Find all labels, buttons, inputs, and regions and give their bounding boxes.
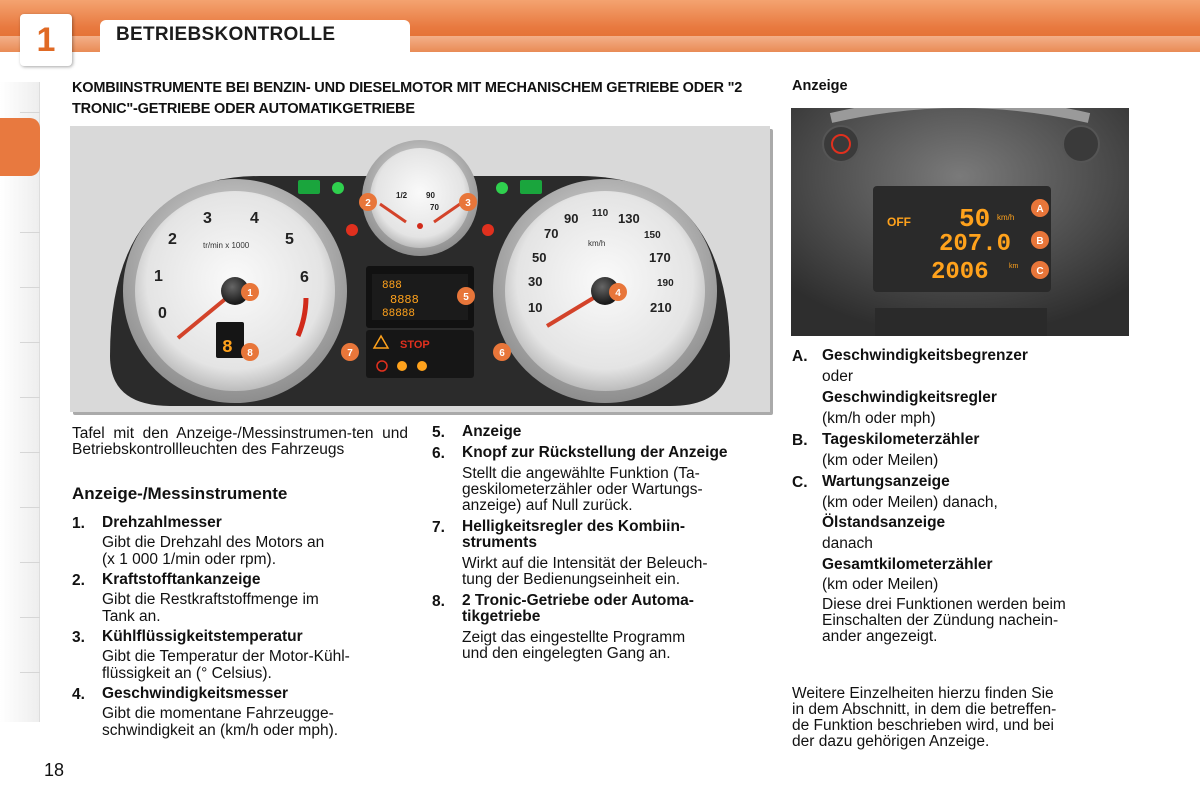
item-c-note-line: Einschalten der Zündung nachein- <box>822 612 1059 629</box>
item-c-label: C. <box>792 474 808 491</box>
callout-4: 4 <box>615 288 621 299</box>
item-7-desc-line: tung der Bedienungseinheit ein. <box>462 571 681 588</box>
callout-5: 5 <box>463 292 469 303</box>
item-4-desc-line: Gibt die momentane Fahrzeugge- <box>102 705 334 722</box>
side-divider <box>20 232 40 233</box>
tach-unit-label: tr/min x 1000 <box>203 241 250 250</box>
speed-tick-label: 130 <box>618 211 640 226</box>
speed-tick-label: 110 <box>592 208 609 219</box>
callout-3: 3 <box>465 198 471 209</box>
chapter-number: 1 <box>36 21 56 59</box>
speed-unit-label: km/h <box>588 239 606 248</box>
instruments-heading: Anzeige-/Messinstrumente <box>72 484 288 503</box>
callout-8: 8 <box>247 348 253 359</box>
side-divider <box>20 507 40 508</box>
item-8-number: 8. <box>432 593 445 610</box>
lcd-off: OFF <box>887 215 911 229</box>
item-b-unit: (km oder Meilen) <box>822 452 939 469</box>
display-heading: Anzeige <box>792 78 848 94</box>
item-3-number: 3. <box>72 629 85 646</box>
item-c-note-line: ander angezeigt. <box>822 628 938 645</box>
fuel-label: 1/2 <box>396 191 408 200</box>
speed-tick-label: 210 <box>650 300 672 315</box>
side-divider <box>20 452 40 453</box>
item-8-desc-line: und den eingelegten Gang an. <box>462 645 671 662</box>
item-8-title-line: tikgetriebe <box>462 608 541 625</box>
callout-1: 1 <box>247 288 253 299</box>
side-divider <box>20 672 40 673</box>
item-2-number: 2. <box>72 572 85 589</box>
item-c-then: danach <box>822 535 873 552</box>
callout-6: 6 <box>499 348 505 359</box>
lcd-speed-unit: km/h <box>997 213 1015 222</box>
item-7-desc-line: Wirkt auf die Intensität der Beleuch- <box>462 555 708 572</box>
item-a-or: oder <box>822 368 854 385</box>
item-6-desc-line: Stellt die angewählte Funktion (Ta- <box>462 465 700 482</box>
instrument-cluster-image <box>70 126 770 412</box>
item-4-title: Geschwindigkeitsmesser <box>102 685 289 702</box>
footer-note-line: der dazu gehörigen Anzeige. <box>792 733 990 750</box>
speed-tick-label: 90 <box>564 211 579 226</box>
item-a-label: A. <box>792 348 808 365</box>
speed-tick-label: 150 <box>644 230 661 241</box>
callout-7: 7 <box>347 348 353 359</box>
section-heading: KOMBIINSTRUMENTE BEI BENZIN- UND DIESELMOTOR MIT MECHANISCHEM GETRIEBE ODER "2 TRONIC"-GETRIEBE ODER AUTOMATIKGETRIEBE <box>72 80 743 117</box>
marker-b: B <box>1036 236 1044 247</box>
lcd-total-unit: km <box>1009 263 1019 270</box>
item-a-title: Geschwindigkeitsbegrenzer <box>822 347 1028 364</box>
tach-tick-label: 0 <box>158 305 167 322</box>
item-a-title2: Geschwindigkeitsregler <box>822 389 997 406</box>
tach-tick-label: 3 <box>203 210 212 227</box>
stop-warning-label: STOP <box>400 339 430 351</box>
item-b-title: Tageskilometerzähler <box>822 431 980 448</box>
item-2-desc-line: Tank an. <box>102 608 161 625</box>
side-divider <box>20 112 40 113</box>
item-7-title-line: Helligkeitsregler des Kombiin- <box>462 518 686 535</box>
footer-note-line: Weitere Einzelheiten hierzu finden Sie <box>792 685 1054 702</box>
item-2-title: Kraftstofftankanzeige <box>102 571 261 588</box>
item-1-number: 1. <box>72 515 85 532</box>
side-divider <box>20 562 40 563</box>
item-c-unit: (km oder Meilen) danach, <box>822 494 998 511</box>
page-number: 18 <box>44 760 65 780</box>
side-tab-strip <box>0 82 40 722</box>
side-divider <box>20 287 40 288</box>
side-tab-active[interactable] <box>0 118 40 176</box>
item-4-desc-line: schwindigkeit an (km/h oder mph). <box>102 722 339 739</box>
side-divider <box>20 617 40 618</box>
item-3-title: Kühlflüssigkeitstemperatur <box>102 628 303 645</box>
tach-tick-label: 6 <box>300 269 309 286</box>
item-2-desc-line: Gibt die Restkraftstoffmenge im <box>102 591 319 608</box>
lcd-speed: 50 <box>959 204 991 234</box>
item-3-desc-line: Gibt die Temperatur der Motor-Kühl- <box>102 648 350 665</box>
item-6-desc-line: anzeige) auf Null zurück. <box>462 497 633 514</box>
lcd-total: 2006 <box>931 259 989 286</box>
speed-tick-label: 50 <box>532 250 547 265</box>
item-c-unit3: (km oder Meilen) <box>822 576 939 593</box>
speed-tick-label: 70 <box>544 226 559 241</box>
item-6-number: 6. <box>432 445 445 462</box>
temp-label-70: 70 <box>430 203 439 212</box>
tach-tick-label: 5 <box>285 231 294 248</box>
speed-tick-label: 10 <box>528 300 543 315</box>
item-1-desc-line: Gibt die Drehzahl des Motors an <box>102 534 325 551</box>
side-divider <box>20 397 40 398</box>
item-4-number: 4. <box>72 686 85 703</box>
item-8-title-line: 2 Tronic-Getriebe oder Automa- <box>462 592 694 609</box>
item-c-title3: Gesamtkilometerzähler <box>822 556 993 573</box>
footer-note-line: de Funktion beschrieben wird, und bei <box>792 717 1054 734</box>
item-c-title2: Ölstandsanzeige <box>822 514 946 531</box>
item-3-desc-line: flüssigkeit an (° Celsius). <box>102 665 272 682</box>
speed-tick-label: 30 <box>528 274 543 289</box>
item-6-desc-line: geskilometerzähler oder Wartungs- <box>462 481 703 498</box>
center-gauge-face <box>370 148 470 248</box>
temp-label-90: 90 <box>426 191 435 200</box>
item-a-unit: (km/h oder mph) <box>822 410 936 427</box>
svg-text:888: 888 <box>382 280 402 292</box>
marker-c: C <box>1036 266 1044 277</box>
svg-text:8: 8 <box>222 338 233 358</box>
item-c-note-line: Diese drei Funktionen werden beim <box>822 596 1066 613</box>
item-5-title: Anzeige <box>462 423 522 440</box>
side-divider <box>20 342 40 343</box>
item-5-number: 5. <box>432 424 445 441</box>
marker-a: A <box>1036 204 1044 215</box>
tach-tick-label: 2 <box>168 231 177 248</box>
item-6-title: Knopf zur Rückstellung der Anzeige <box>462 444 728 461</box>
item-1-title: Drehzahlmesser <box>102 514 222 531</box>
item-c-title: Wartungsanzeige <box>822 473 950 490</box>
display-photo <box>791 108 1129 336</box>
footer-note-line: in dem Abschnitt, in dem die betreffen- <box>792 701 1057 718</box>
svg-text:88888: 88888 <box>382 308 416 320</box>
speed-tick-label: 170 <box>649 250 671 265</box>
item-8-desc-line: Zeigt das eingestellte Programm <box>462 629 686 646</box>
lcd-trip: 207.0 <box>939 231 1012 258</box>
page-title: BETRIEBSKONTROLLE <box>116 24 336 45</box>
callout-2: 2 <box>365 198 371 209</box>
cluster-caption: Tafel mit den Anzeige-/Messinstrumen-ten und Betriebskontrollleuchten des Fahrzeugs <box>72 425 408 458</box>
item-7-number: 7. <box>432 519 445 536</box>
item-7-title-line: struments <box>462 534 537 551</box>
speed-tick-label: 190 <box>657 278 674 289</box>
svg-text:8888: 8888 <box>390 293 419 307</box>
item-1-desc-line: (x 1 000 1/min oder rpm). <box>102 551 277 568</box>
tach-tick-label: 4 <box>250 210 259 227</box>
item-b-label: B. <box>792 432 808 449</box>
tach-tick-label: 1 <box>154 268 163 285</box>
